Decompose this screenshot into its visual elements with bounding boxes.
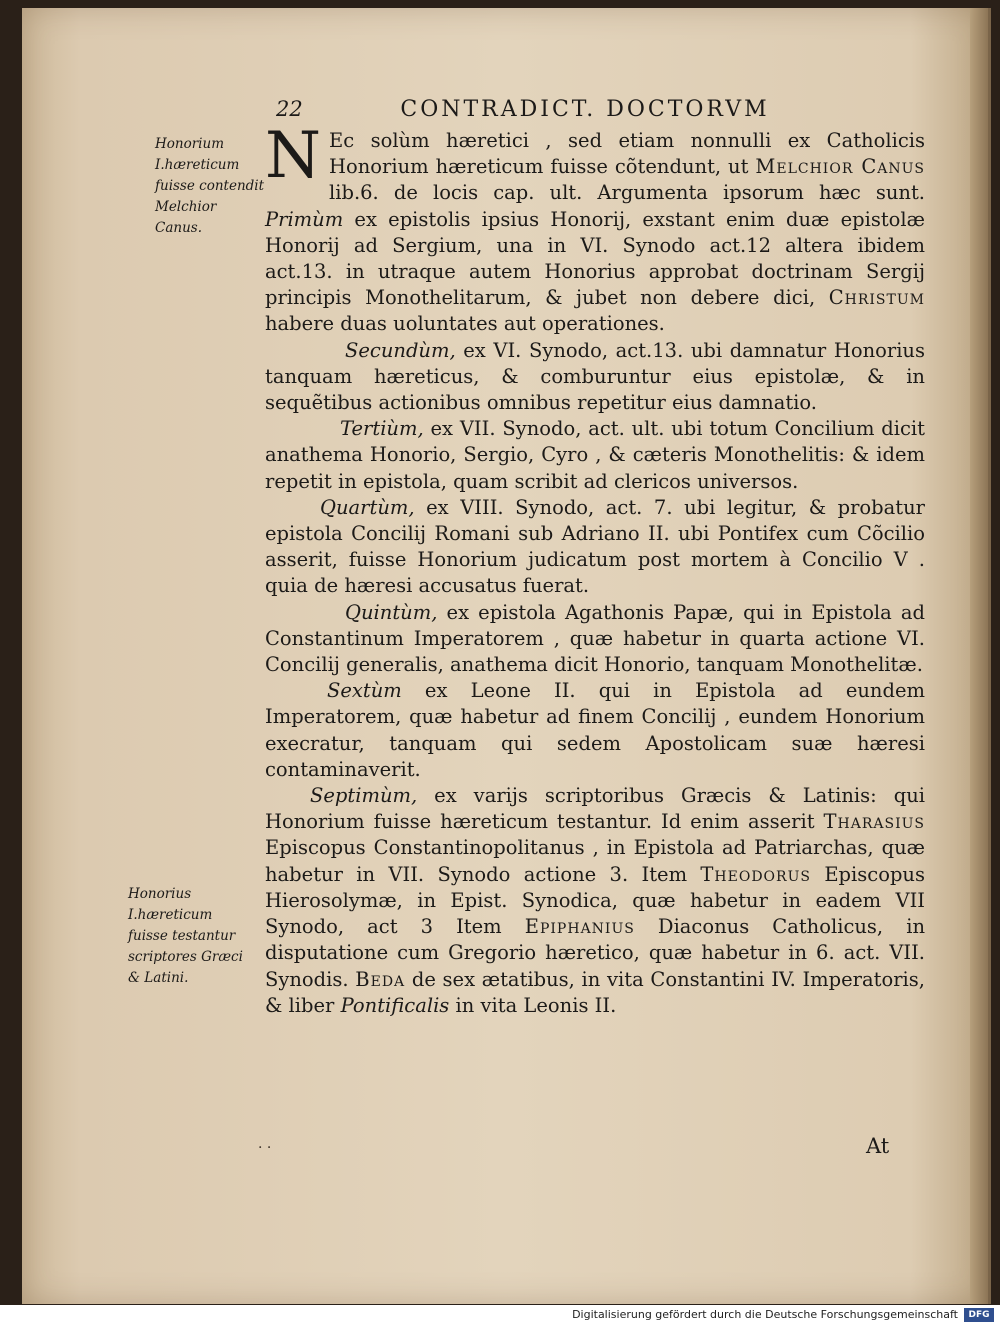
page-edge: [970, 8, 988, 1304]
dfg-logo: DFG: [964, 1308, 994, 1322]
paragraph-1: N Ec solùm hæretici , sed etiam nonnulli ex Catholicis Honorium hæreticum fuisse cõtendunt, ut Melchior Canus lib.6. de locis cap. ult. Argumenta ipsorum hæc sunt. Primùm ex epistolis ipsius Honorij, exstant enim duæ epistolæ Honorij ad Sergium, una in VI. Synodo act.12 altera ibidem act.13. in utraque autem Honorius approbat doctrinam Sergij principis Monothelitarum, & jubet non debere dici, Christum habere duas uoluntates aut operationes.: [265, 119, 925, 336]
margin-note-1: Honorium I.hæreticum fuisse contendit Melchior Canus.: [155, 136, 265, 236]
running-title: CONTRADICT. DOCTORVM: [400, 97, 770, 122]
paragraph-3: Tertiùm, ex VII. Synodo, act. ult. ubi totum Concilium dicit anathema Honorio, Sergio, Cyro , & cæteris Monothelitis: & idem repetit in epistola, quam scribit ad clericos universos.: [265, 417, 925, 493]
footer-bar: [0, 1305, 1000, 1326]
name-melchior-canus: Melchior Canus: [755, 155, 925, 179]
paragraph-4: Quartùm, ex VIII. Synodo, act. 7. ubi legitur, & probatur epistola Concilij Romani sub Adriano II. ubi Pontifex cum Cõcilio asserit, fuisse Honorium judicatum post mortem à Concilio V . quia de hæresi accusatus fuerat.: [265, 495, 925, 598]
paragraph-5: Quintùm, ex epistola Agathonis Papæ, qui in Epistola ad Constantinum Imperatorem , quæ habetur in quarta actione VI. Concilij generalis, anathema dicit Honorio, tanquam Monothelitæ.: [265, 600, 925, 677]
paragraph-7: Septimùm, ex varijs scriptoribus Græcis & Latinis: qui Honorium fuisse hæreticum testantur. Id enim asserit Tharasius Episcopus Constantinopolitanus , in Epistola ad Patriarchas, quæ habetur in VII. Synodo actione 3. Item Theodorus Episcopus Hierosolymæ, in Epist. Synodica, quæ habetur in eadem VII Synodo, act 3 Item Epiphanius Diaconus Catholicus, in disputatione cum Gregorio hæretico, quæ habetur in 6. act. VII. Synodis. Beda de sex ætatibus, in vita Constantini IV. Imperatoris, & liber Pontificalis in vita Leonis II.: [265, 784, 925, 1017]
funding-note: Digitalisierung gefördert durch die Deutsche Forschungsgemeinschaft: [572, 1308, 958, 1321]
paragraph-2: Secundùm, ex VI. Synodo, act.13. ubi damnatur Honorius tanquam hæreticus, & comburuntur eius epistolæ, & in sequẽtibus actionibus omnibus repetitur eius damnatio.: [265, 338, 925, 415]
running-header: [276, 94, 836, 122]
catchword: At: [866, 1134, 890, 1158]
margin-note-2: Honorius I.hæreticum fuisse testantur scriptores Græci & Latini.: [128, 886, 243, 986]
main-text: [265, 119, 925, 1019]
page-number: 22: [276, 97, 303, 121]
drop-cap: N: [265, 119, 321, 193]
ink-specks: · ·: [258, 1140, 272, 1156]
paragraph-6: Sextùm ex Leone II. qui in Epistola ad eundem Imperatorem, quæ habetur ad finem Concilij , eundem Honorium execratur, tanquam qui sedem Apostolicam suæ hæresi contaminaverit.: [265, 679, 925, 781]
